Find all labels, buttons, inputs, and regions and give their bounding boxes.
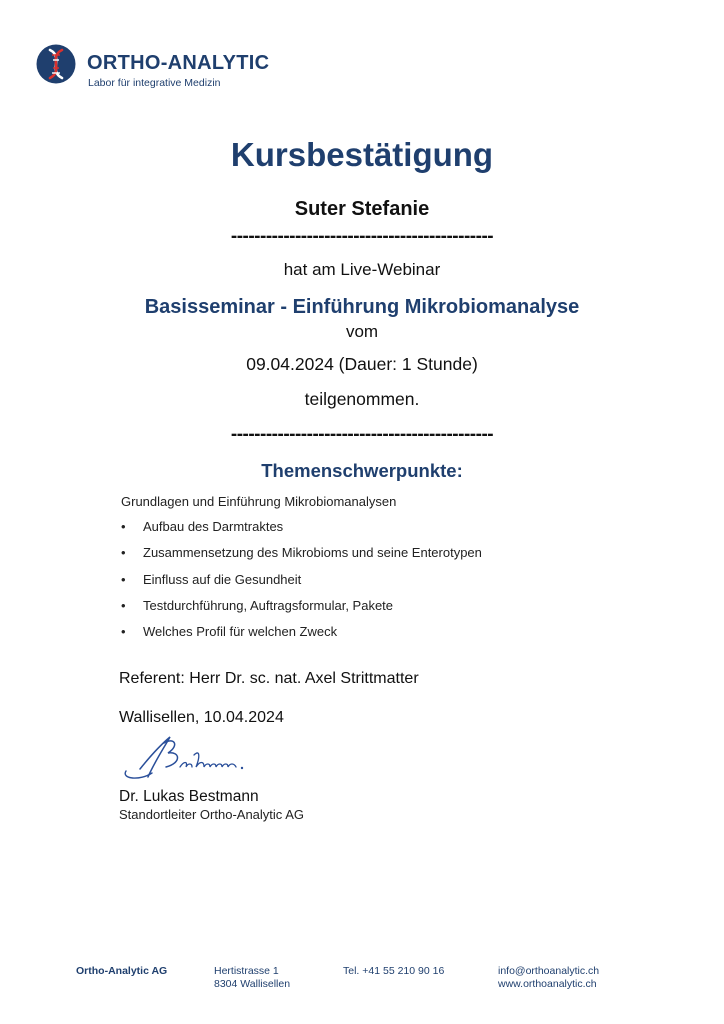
logo-subtitle: Labor für integrative Medizin xyxy=(88,77,221,89)
bullet-icon: • xyxy=(121,597,126,613)
topics-list xyxy=(121,514,482,645)
bullet-icon: • xyxy=(121,545,126,561)
list-item xyxy=(121,567,482,593)
topic-text: Testdurchführung, Auftragsformular, Pakete xyxy=(143,597,394,613)
logo-title: ORTHO-ANALYTIC xyxy=(87,52,270,74)
participated-text: teilgenommen. xyxy=(304,389,420,409)
topic-text: Aufbau des Darmtraktes xyxy=(143,519,284,534)
footer-phone: Tel. +41 55 210 90 16 xyxy=(343,965,445,977)
divider-bottom: --------------------------------------------- xyxy=(230,424,494,445)
footer-street: Hertistrasse 1 xyxy=(214,965,279,977)
course-date-duration: 09.04.2024 (Dauer: 1 Stunde) xyxy=(246,354,478,374)
bullet-icon: • xyxy=(121,571,126,587)
dna-helix-icon xyxy=(36,44,76,84)
footer-email[interactable]: info@orthoanalytic.ch xyxy=(498,965,600,977)
footer-company: Ortho-Analytic AG xyxy=(76,965,168,977)
bullet-icon: • xyxy=(121,519,126,534)
vom-text: vom xyxy=(345,322,379,341)
list-item xyxy=(121,593,482,619)
topics-heading: Themenschwerpunkte: xyxy=(261,460,463,481)
participant-name: Suter Stefanie xyxy=(294,198,430,220)
topic-text: Welches Profil für welchen Zweck xyxy=(143,624,338,640)
place-date: Wallisellen, 10.04.2024 xyxy=(119,709,284,726)
course-title: Basisseminar - Einführung Mikrobiomanalyse xyxy=(144,296,580,318)
divider-top: --------------------------------------------- xyxy=(230,226,494,247)
bullet-icon: • xyxy=(121,624,126,640)
footer-city: 8304 Wallisellen xyxy=(214,978,291,990)
list-item xyxy=(121,514,482,540)
signer-role: Standortleiter Ortho-Analytic AG xyxy=(119,807,304,822)
topics-intro: Grundlagen und Einführung Mikrobiomanalysen xyxy=(121,494,397,509)
footer-website[interactable]: www.orthoanalytic.ch xyxy=(498,978,597,990)
topic-text: Einfluss auf die Gesundheit xyxy=(143,571,302,587)
topic-text: Zusammensetzung des Mikrobioms und seine Enterotypen xyxy=(143,545,482,561)
certificate-title: Kursbestätigung xyxy=(230,136,494,173)
signer-name: Dr. Lukas Bestmann xyxy=(119,788,259,805)
signature-image xyxy=(118,727,268,787)
intro-text: hat am Live-Webinar xyxy=(283,260,441,279)
list-item xyxy=(121,540,482,566)
speaker-line: Referent: Herr Dr. sc. nat. Axel Strittmatter xyxy=(119,670,419,687)
list-item xyxy=(121,619,482,645)
